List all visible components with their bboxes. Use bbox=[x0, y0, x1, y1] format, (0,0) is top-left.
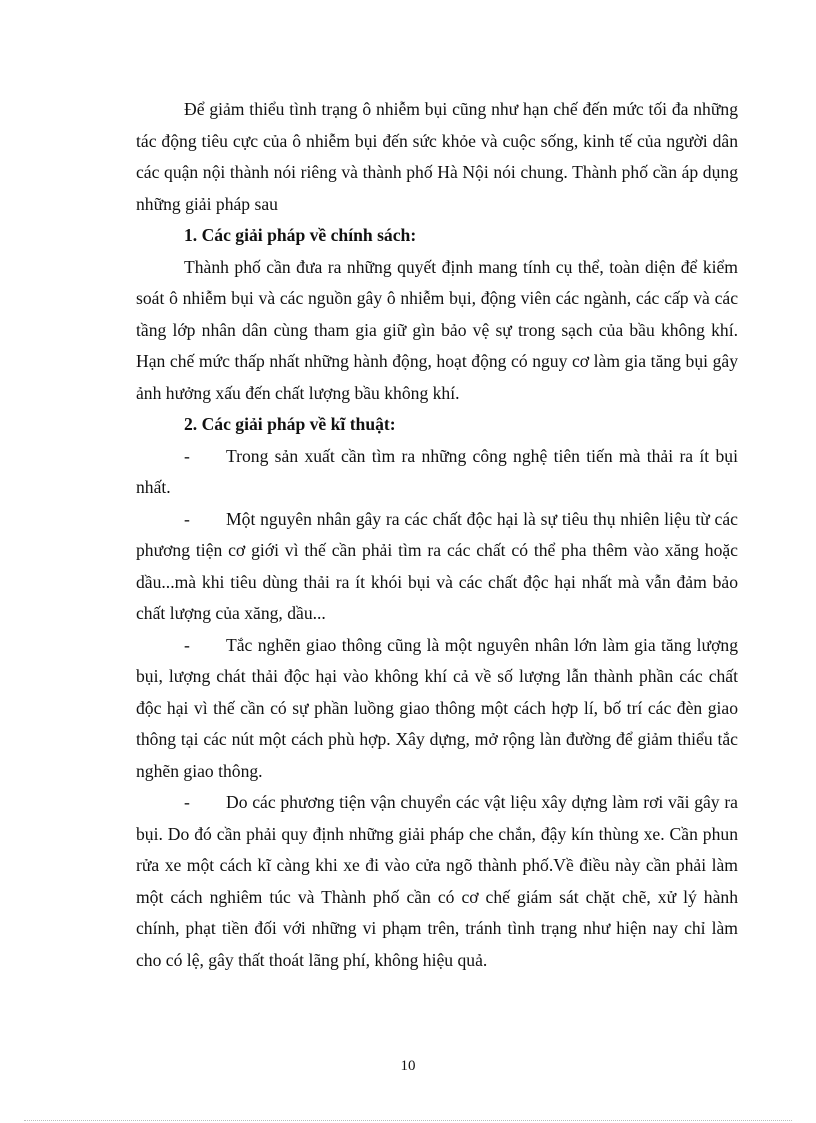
bullet-marker: - bbox=[184, 508, 190, 529]
bullet-item bbox=[136, 630, 738, 788]
bullet-item bbox=[136, 787, 738, 976]
bullet-text: Do các phương tiện vận chuyển các vật liệu xây dựng làm rơi vãi gây ra bụi. Do đó cần phải quy định những giải pháp che chắn, đậy kín thùng xe. Cần phun rửa xe một cách kĩ càng khi xe đi vào cửa ngõ thành phố.Về điều này cần phải làm một cách nghiêm túc và Thành phố cần có cơ chế giám sát chặt chẽ, xử lý hành chính, phạt tiền đối với những vi phạm trên, tránh tình trạng như hiện nay chỉ làm cho có lệ, gây thất thoát lãng phí, không hiệu quả. bbox=[136, 792, 738, 970]
section-1-paragraph: Thành phố cần đưa ra những quyết định mang tính cụ thể, toàn diện để kiểm soát ô nhiễm bụi và các nguồn gây ô nhiễm bụi, động viên các ngành, các cấp và các tầng lớp nhân dân cùng tham gia giữ gìn bảo vệ sự trong sạch của bầu không khí. Hạn chế mức thấp nhất những hành động, hoạt động có nguy cơ làm gia tăng bụi gây ảnh hưởng xấu đến chất lượng bầu không khí. bbox=[136, 256, 738, 403]
bullet-text: Một nguyên nhân gây ra các chất độc hại là sự tiêu thụ nhiên liệu từ các phương tiện cơ giới vì thế cần phải tìm ra các chất có thể pha thêm vào xăng hoặc dầu...mà khi tiêu dùng thải ra ít khói bụi và các chất độc hại nhất mà vẫn đảm bảo chất lượng của xăng, dầu... bbox=[136, 508, 738, 623]
bullet-marker: - bbox=[184, 445, 190, 466]
page-number: 10 bbox=[400, 1058, 416, 1074]
section-1-heading: 1. Các giải pháp về chính sách: bbox=[184, 225, 417, 245]
bullet-text: Tắc nghẽn giao thông cũng là một nguyên nhân lớn làm gia tăng lượng bụi, lượng chát thải độc hại vào không khí cả về số lượng lẫn thành phần các chất độc hại vì thế cần có sự phần luồng giao thông một cách hợp lí, bố trí các đèn giao thông tại các nút một cách phù hợp. Xây dựng, mở rộng làn đường để giảm thiểu tắc nghẽn giao thông. bbox=[136, 634, 738, 781]
page-content bbox=[136, 94, 738, 976]
bullet-item bbox=[136, 504, 738, 630]
page-bottom-divider bbox=[24, 1120, 792, 1121]
bullet-item bbox=[136, 441, 738, 504]
intro-paragraph: Để giảm thiểu tình trạng ô nhiễm bụi cũng như hạn chế đến mức tối đa những tác động tiêu cực của ô nhiễm bụi đến sức khỏe và cuộc sống, kinh tế của người dân các quận nội thành nói riêng và thành phố Hà Nội nói chung. Thành phố cần áp dụng những giải pháp sau bbox=[136, 99, 738, 214]
section-2-heading: 2. Các giải pháp về kĩ thuật: bbox=[184, 414, 396, 434]
bullet-marker: - bbox=[184, 792, 190, 812]
bullet-marker: - bbox=[184, 634, 190, 655]
bullet-text: Trong sản xuất cần tìm ra những công nghệ tiên tiến mà thải ra ít bụi nhất. bbox=[136, 445, 738, 497]
